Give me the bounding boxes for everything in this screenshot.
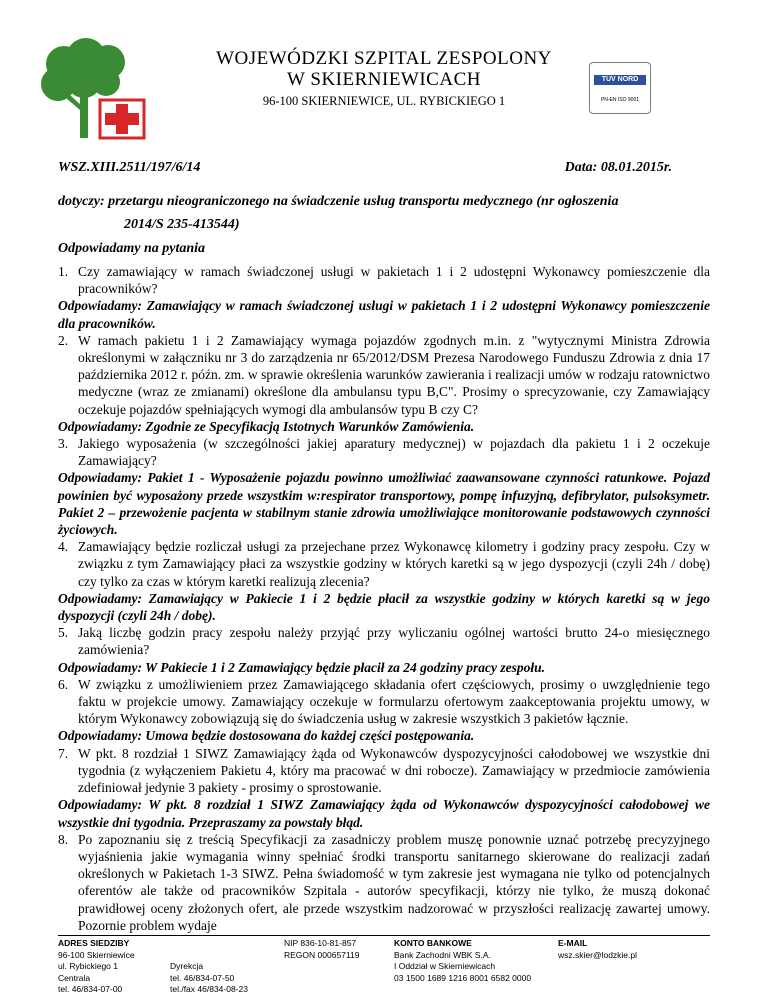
footer-bank-heading: KONTO BANKOWE — [394, 938, 472, 948]
footer-address-line: Centrala — [58, 972, 91, 983]
footer-bank-line: Bank Zachodni WBK S.A. — [394, 949, 491, 960]
answer: Odpowiadamy: Pakiet 1 - Wyposażenie pojazdu powinno umożliwiać zaawansowane czynności ratunkowe. Pojazd powinien być wyposażony przede wszystkim w:respirator transportowy, pompę infuzyjną, defibrylator, pulsoksymetr. Pakiet 2 – przewożenie pacjenta w stabilnym stanie zdrowia umożliwiające monitorowanie podstawowych czynności życiowych. — [58, 470, 710, 538]
footer-address-line: 96-100 Skierniewice — [58, 949, 135, 960]
question-number: 3. — [58, 436, 69, 452]
answer: Odpowiadamy: Umowa będzie dostosowana do każdej części postępowania. — [58, 728, 475, 744]
question-text: Po zapoznaniu się z treścią Specyfikacji za zasadniczy problem muszę ponownie uznać potrzebę precyzyjnego wyjaśnienia jakie wymagania winny spełniać środki transportu sanitarnego skierowane do realizacji zadań określonych w Pakietach 1-3 SIWZ. Pełna świadomość w tym zakresie jest wymagana nie tylko od potencjalnych oferentów ale także od pracowników Szpitala - autorów specyfikacji, którzy nie tylko, że muszą dokonać prawidłowej oceny złożonych ofert, ale przede wszystkim nadzorować w przyszłości realizację zawartej umowy. Pozornie problem wydaje — [78, 831, 710, 933]
footer-management — [170, 961, 248, 996]
question-number: 2. — [58, 332, 69, 348]
footer-bank-line: I Oddział w Skierniewicach — [394, 961, 496, 971]
footer-management-line: tel. 46/834-07-50 — [170, 972, 235, 983]
footer-address-line: ul. Rybickiego 1 — [58, 961, 119, 971]
answer: Odpowiadamy: W Pakiecie 1 i 2 Zamawiający będzie płacił za 24 godziny pracy zespołu. — [58, 659, 545, 675]
document-date: Data: 08.01.2015r. — [564, 160, 672, 175]
footer-email — [558, 938, 637, 961]
question — [58, 263, 710, 297]
answer: Odpowiadamy: W pkt. 8 rozdział 1 SIWZ Zamawiający żąda od Wykonawców dyspozycyjności całodobowej we wszystkie dni tygodnia. Przepraszamy za powstały błąd. — [58, 797, 710, 830]
question — [58, 538, 710, 590]
question-text: Czy zamawiający w ramach świadczonej usługi w pakietach 1 i 2 udostępni Wykonawcy pomieszczenie dla pracowników? — [78, 264, 710, 297]
question-text: Zamawiający będzie rozliczał usługi za przejechane przez Wykonawcę kilometry i godziny pracy zespołu. Czy w związku z tym Zamawiający płaci za wszystkie godziny w których karetki są w jego dyspozycji (czyli 24h / dobę) czy tylko za czas w którym karetki realizują zlecenia? — [78, 539, 710, 589]
footer-address — [58, 938, 135, 996]
question — [58, 831, 710, 934]
question-text: Jaką liczbę godzin pracy zespołu należy przyjąć przy wyliczaniu ogólnej wartości brutto 24-o miesięcznego zamówienia? — [78, 625, 710, 658]
intro-heading: Odpowiadamy na pytania — [58, 241, 206, 256]
question-number: 8. — [58, 831, 69, 847]
subject-line1: dotyczy: przetargu nieograniczonego na świadczenie usług transportu medycznego (nr ogłoszenia — [58, 194, 619, 209]
footer-bank — [394, 938, 531, 984]
subject-line2: 2014/S 235-413544) — [124, 217, 240, 232]
iso-standard: PN-EN ISO 9001 — [600, 97, 640, 103]
question-number: 6. — [58, 676, 69, 692]
question — [58, 676, 710, 728]
question-text: W pkt. 8 rozdział 1 SIWZ Zamawiający żąda od Wykonawców dyspozycyjności całodobowej we wszystkie dni tygodnia (z wyłączeniem Pakietu 4, który ma pracować w dni robocze). Zamawiający w przedmiocie zamówienia zdefiniował jedynie 3 pakiety - prosimy o sprostowanie. — [78, 745, 710, 796]
qa-list — [58, 263, 710, 934]
question — [58, 332, 710, 418]
tuv-logo: TÜV NORD — [594, 75, 646, 85]
footer-management-line: tel./fax 46/834-08-23 — [170, 984, 248, 994]
question — [58, 745, 710, 797]
question-number: 7. — [58, 745, 69, 761]
footer-email-address: wsz.skier@lodzkie.pl — [558, 949, 638, 960]
hospital-name-line1: WOJEWÓDZKI SZPITAL ZESPOLONY — [216, 48, 552, 69]
answer: Odpowiadamy: Zamawiający w ramach świadczonej usługi w pakietach 1 i 2 udostępni Wykonawcy pomieszczenie dla pracowników. — [58, 298, 710, 331]
question-number: 4. — [58, 539, 69, 555]
letterhead — [0, 0, 768, 150]
footer-ids — [284, 938, 359, 961]
hospital-address: 96-100 SKIERNIEWICE, UL. RYBICKIEGO 1 — [262, 94, 506, 108]
question-number: 1. — [58, 264, 69, 279]
iso-certificate-badge — [589, 62, 651, 114]
footer-email-heading: E-MAIL — [558, 938, 588, 948]
footer-address-line: tel. 46/834-07-00 — [58, 984, 123, 994]
footer-management-line: Dyrekcja — [170, 961, 204, 971]
question — [58, 624, 710, 658]
question — [58, 435, 710, 469]
question-text: W związku z umożliwieniem przez Zamawiającego składania ofert częściowych, prosimy o uwzględnienie tego faktu w projekcie umowy. Zamawiający oczekuje w formularzu ofertowym zaakceptowania projektu umowy, w którym Wykonawcy zobowiązują się do świadczenia usług w zakresie wszystkich 3 pakietów łącznie. — [78, 676, 710, 727]
footer-bank-line: 03 1500 1689 1216 8001 6582 0000 — [394, 972, 532, 983]
footer — [58, 935, 710, 994]
question-text: W ramach pakietu 1 i 2 Zamawiający wymaga pojazdów zgodnych m.in. z "wytycznymi Ministra Zdrowia określonymi w załączniku nr 3 do zarządzenia nr 65/2012/DSM Prezesa Narodowego Funduszu Zdrowia z dnia 17 października 2012 r. późn. zm. w sprawie określenia warunków zawierania i realizacji umów w rodzaju ratownictwo medyczne (wraz ze zmianami) określone dla ambulansu typu B,C". Prosimy o sprecyzowanie, czy Zamawiający oczekuje pojazdów spełniających wymogi dla ambulansów typu B czy C? — [78, 332, 710, 417]
answer: Odpowiadamy: Zamawiający w Pakiecie 1 i 2 będzie płacił za wszystkie godziny w których karetki są w jego dyspozycji (czyli 24h / dobę). — [58, 590, 710, 624]
question-text: Jakiego wyposażenia (w szczególności jakiej aparatury medycznej) w pojazdach dla pakietu 1 i 2 oczekuje Zamawiający? — [78, 436, 710, 469]
subject — [58, 190, 710, 236]
footer-address-heading: ADRES SIEDZIBY — [58, 938, 130, 948]
answer: Odpowiadamy: Zgodnie ze Specyfikacją Istotnych Warunków Zamówienia. — [58, 418, 475, 434]
hospital-name-line2: W SKIERNIEWICACH — [287, 69, 481, 90]
question-number: 5. — [58, 625, 69, 641]
footer-nip: NIP 836-10-81-857 — [284, 938, 357, 948]
footer-regon: REGON 000657119 — [284, 949, 360, 960]
document-reference: WSZ.XIII.2511/197/6/14 — [58, 160, 201, 175]
